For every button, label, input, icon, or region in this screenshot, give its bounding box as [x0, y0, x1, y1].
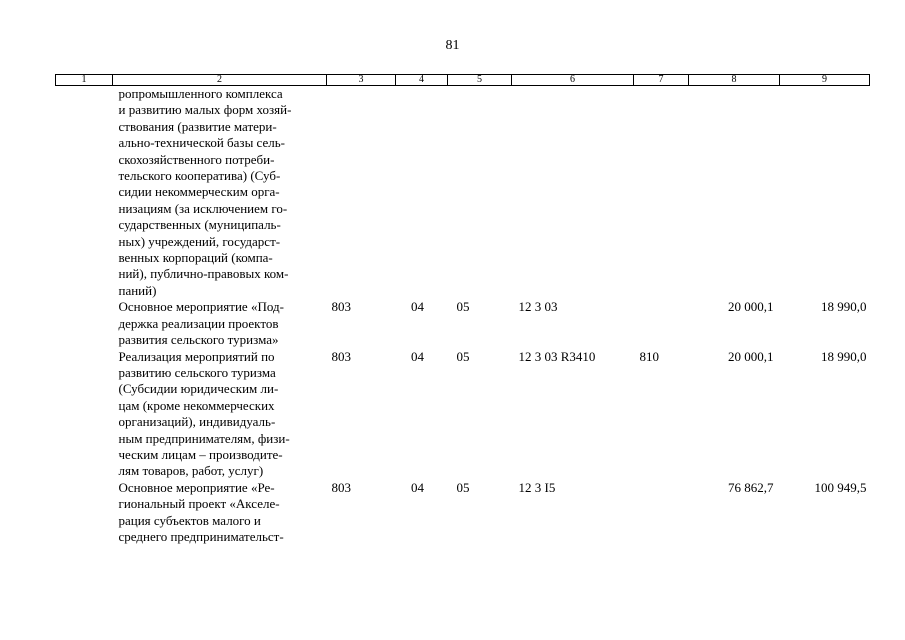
cell-amount-2: 100 949,5	[814, 479, 867, 495]
table-row	[56, 480, 870, 546]
cell-ministry-code: 803	[331, 299, 351, 315]
cell-section	[396, 86, 448, 300]
cell-col-1	[56, 349, 113, 480]
cell-target-article: 12 3 03	[518, 299, 558, 315]
header-row	[56, 75, 870, 86]
cell-expense-type	[634, 480, 689, 546]
budget-table	[55, 74, 870, 545]
cell-col-1	[56, 480, 113, 546]
cell-name: Основное мероприятие «Ре- гиональный проект «Акселе- рация субъектов малого и среднего предпринимательст-	[118, 479, 284, 544]
cell-section: 04	[411, 479, 424, 495]
cell-target-article: 12 3 03 R3410	[518, 348, 596, 364]
cell-section: 04	[411, 348, 424, 364]
cell-subsection: 05	[456, 479, 470, 495]
cell-section: 04	[411, 299, 424, 315]
cell-col-1	[56, 86, 113, 300]
col-header-4: 4	[396, 75, 448, 86]
cell-subsection: 05	[456, 299, 470, 315]
cell-ministry-code: 803	[331, 348, 351, 364]
table-row	[56, 86, 870, 300]
cell-subsection: 05	[456, 348, 470, 364]
col-header-7: 7	[634, 75, 689, 86]
cell-expense-type	[634, 86, 689, 300]
table-row	[56, 349, 870, 480]
cell-name: ропромышленного комплекса и развитию малых форм хозяй- ствования (развитие матери- ально-технической базы сель- скохозяйственного потреби- тельского кооператива) (Суб- сидии некоммерческим орга- низациям (за исключением го- сударственных (муниципаль- ных) учреждений, государст- венных корпораций (компа- ний), публично-правовых ком- паний)	[118, 86, 292, 298]
cell-amount-2	[780, 86, 870, 300]
col-header-3: 3	[327, 75, 396, 86]
cell-target-article: 12 3 I5	[518, 479, 556, 495]
cell-ministry-code	[327, 86, 396, 300]
cell-expense-type	[634, 299, 689, 348]
col-header-5: 5	[448, 75, 512, 86]
cell-name: Реализация мероприятий по развитию сельского туризма (Субсидии юридическим ли- цам (кроме некоммерческих организаций), индивидуаль- ным предпринимателям, физи- ческим лицам – производите- лям товаров, работ, услуг)	[118, 348, 290, 479]
cell-name: Основное мероприятие «Под- держка реализации проектов развития сельского туризма»	[118, 299, 284, 348]
cell-col-1	[56, 299, 113, 348]
cell-amount-2: 18 990,0	[821, 299, 867, 315]
page-number: 81	[445, 38, 460, 53]
cell-amount-1: 20 000,1	[728, 348, 774, 364]
cell-amount-1: 20 000,1	[728, 299, 774, 315]
table-row	[56, 299, 870, 348]
cell-amount-1: 76 862,7	[728, 479, 774, 495]
col-header-9: 9	[780, 75, 870, 86]
col-header-2: 2	[113, 75, 327, 86]
cell-amount-2: 18 990,0	[821, 348, 867, 364]
cell-ministry-code: 803	[331, 479, 351, 495]
cell-amount-1	[689, 86, 780, 300]
cell-expense-type: 810	[639, 348, 659, 364]
col-header-6: 6	[512, 75, 634, 86]
col-header-8: 8	[689, 75, 780, 86]
cell-target-article	[512, 86, 634, 300]
cell-subsection	[448, 86, 512, 300]
col-header-1: 1	[56, 75, 113, 86]
